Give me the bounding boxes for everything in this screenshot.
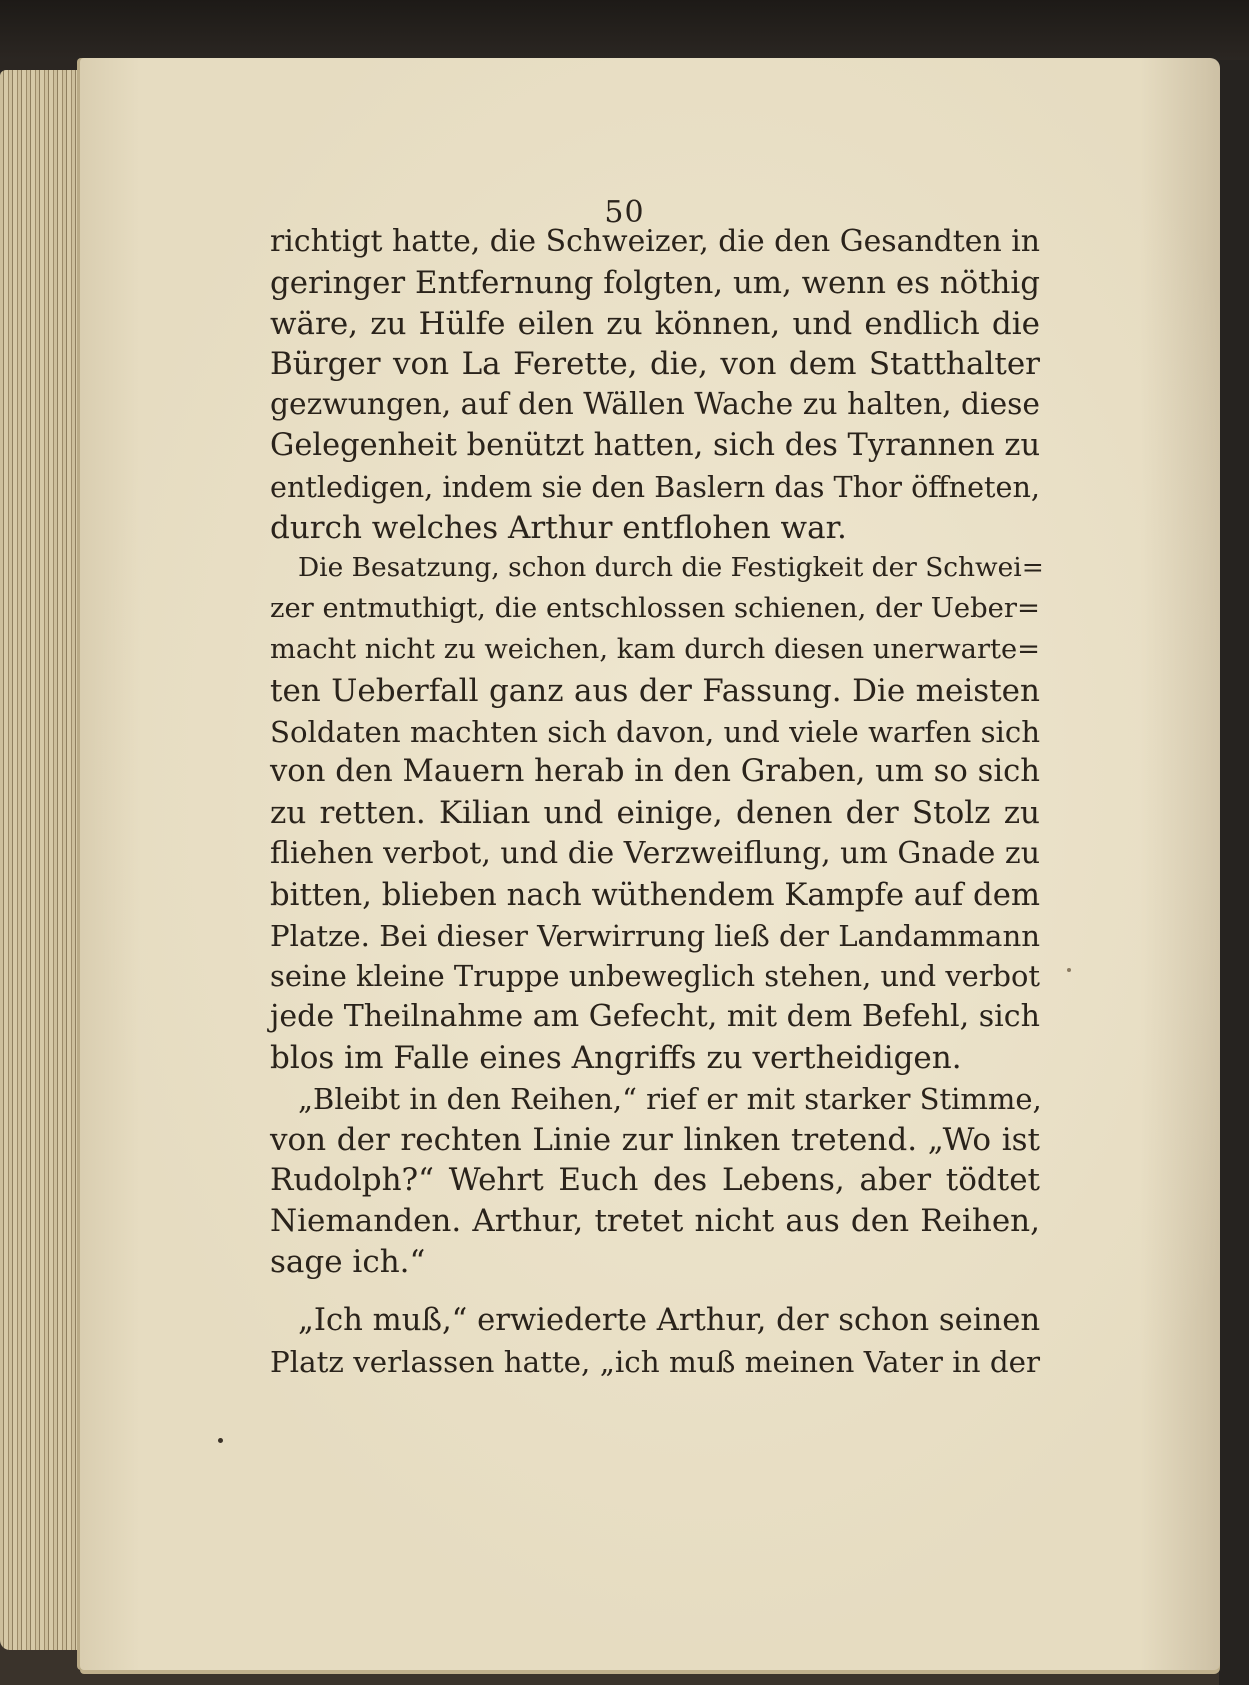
text-line: richtigt hatte, die Schweizer, die den Gesandten in [270, 224, 1040, 259]
ink-speck [218, 1438, 223, 1443]
text-line: „Ich muß,“ erwiederte Arthur, der schon seinen [298, 1302, 1041, 1338]
book-right-edge [1219, 60, 1249, 1685]
text-line: Niemanden. Arthur, tretet nicht aus den Reihen, [270, 1203, 1040, 1240]
text-line: Gelegenheit benützt hatten, sich des Tyrannen zu [270, 427, 1041, 463]
paragraph-gap [270, 1283, 1040, 1301]
text-line: bitten, blieben nach wüthendem Kampfe auf dem [270, 876, 1040, 913]
text-line: macht nicht zu weichen, kam durch diesen unerwarte= [270, 633, 1041, 665]
text-line: seine kleine Truppe unbeweglich stehen, und verbot [270, 959, 1040, 994]
text-line: gezwungen, auf den Wällen Wache zu halten, diese [270, 387, 1040, 423]
ink-speck [1067, 968, 1071, 972]
text-line: ten Ueberfall ganz aus der Fassung. Die meisten [270, 672, 1040, 709]
text-line: zer entmuthigt, die entschlossen schienen, der Ueber= [270, 593, 1040, 625]
text-line: von den Mauern herab in den Graben, um so sich [270, 754, 1040, 790]
text-line: geringer Entfernung folgten, um, wenn es nöthig [270, 264, 1040, 301]
page-text [270, 222, 1044, 1382]
text-line: sage ich.“ [270, 1243, 426, 1280]
text-line: „Bleibt in den Reihen,“ rief er mit starker Stimme, [298, 1081, 1042, 1116]
text-line: Soldaten machten sich davon, und viele warfen sich [270, 714, 1040, 749]
text-line: zu retten. Kilian und einige, denen der Stolz zu [270, 795, 1040, 832]
text-line: Die Besatzung, schon durch die Festigkeit der Schwei= [298, 552, 1044, 584]
text-line: durch welches Arthur entflohen war. [270, 509, 847, 546]
text-line: von der rechten Linie zur linken tretend. „Wo ist [270, 1121, 1040, 1158]
text-line: wäre, zu Hülfe eilen zu können, und endlich die [270, 305, 1040, 342]
text-line: jede Theilnahme am Gefecht, mit dem Befehl, sich [270, 999, 1040, 1035]
text-line: Bürger von La Ferette, die, von dem Statthalter [270, 346, 1040, 383]
text-line: fliehen verbot, und die Verzweiflung, um Gnade zu [270, 835, 1040, 871]
text-line: Rudolph?“ Wehrt Euch des Lebens, aber tödtet [270, 1162, 1040, 1199]
text-line: blos im Falle eines Angriffs zu vertheidigen. [270, 1039, 962, 1076]
text-line: entledigen, indem sie den Baslern das Thor öffneten, [270, 469, 1040, 504]
text-line: Platz verlassen hatte, „ich muß meinen Vater in der [270, 1344, 1040, 1379]
text-line: Platze. Bei dieser Verwirrung ließ der Landammann [270, 918, 1040, 953]
page-number: 50 [604, 195, 645, 230]
